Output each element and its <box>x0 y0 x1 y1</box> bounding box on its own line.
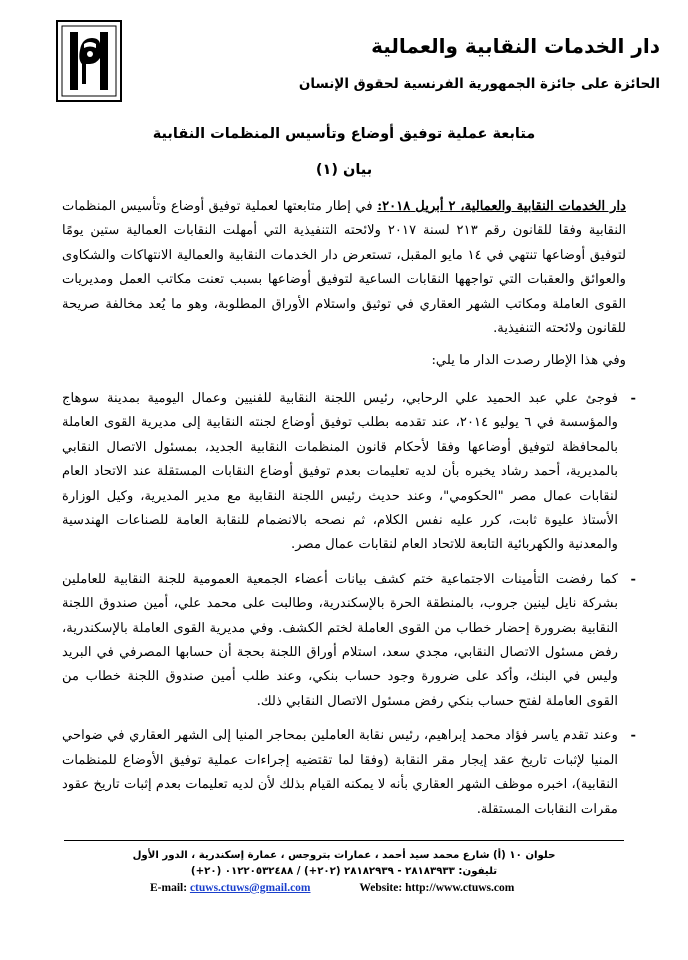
findings-list <box>62 387 636 832</box>
fist-in-square-logo-icon <box>56 20 122 102</box>
bullet-dash: - <box>630 728 636 744</box>
website-link[interactable]: http://www.ctuws.com <box>405 882 515 894</box>
footer-address: حلوان ١٠ (أ) شارع محمد سيد أحمد ، عمارات بتروجس ، عمارة إسكندرية ، الدور الأول <box>132 850 556 861</box>
list-item-text: كما رفضت التأمينات الاجتماعية ختم كشف بيانات أعضاء الجمعية العمومية للجنة النقابية للعاملين بشركة نايل لينين جروب، بالمنطقة الحرة بالإسكندرية، وطالبت على محمد علي، أمين صندوق اللجنة النقابية بضرورة إحضار خطاب من القوى العاملة لختم الكشف. وفي مديرية القوى العاملة بالإسكندرية، رفض مسئول الاتصال النقابي، مجدي سعد، استلام أوراق اللجنة بحجة أن حسابها المصرفي في البريد وليس في البنك، وأكد على ضرورة وجود حساب بنكي، وعند طلب أمين صندوق اللجنة خطاب من القوى العاملة لفتح حساب بنكي رفض مسئول الاتصال النقابي ذلك. <box>62 571 618 709</box>
list-item <box>62 568 636 714</box>
footer-phone: تليفون: ٢٨١٨٣٩٣٣ - ٢٨١٨٢٩٣٩ (٢٠٢+) / ٠١٢٢٠٥٣٢٤٨٨ (٢٠+) <box>190 866 498 877</box>
website-label: Website: <box>359 882 403 894</box>
list-item <box>62 724 636 822</box>
list-item-text: فوجئ علي عبد الحميد علي الرحابي، رئيس اللجنة النقابية للفنيين وعمال اليومية بمدينة سوهاج والمؤسسة في ٦ يوليو ٢٠١٤، عند تقدمه بطلب توفيق أوضاع لجنته النقابية إلى مديرية القوى العاملة بالمحافظة لتوفيق أوضاعها وفقا لأحكام قانون المنظمات النقابية الجديد، بمسئول الاتصال النقابي بالمديرية، أحمد رشاد يخبره بأن لديه تعليمات بعدم توفيق أوضاع النقابات المستقلة عند الاتحاد العام لنقابات عمال مصر "الحكومي"، وعند حديث رئيس اللجنة النقابية مع مدير المديرية، وكيل الوزارة الأستاذ عليوة ثابت، كرر عليه نفس الكلام، ثم نصحه بالانضمام للنقابة العامة للصناعات الهندسية والمعدنية والكهربائية التابعة للاتحاد العام لنقابات عمال مصر. <box>62 391 618 553</box>
intro-paragraph <box>62 195 626 341</box>
email-link[interactable]: ctuws.ctuws@gmail.com <box>189 882 311 894</box>
document-title: متابعة عملية توفيق أوضاع وتأسيس المنظمات النقابية <box>152 126 536 142</box>
footer-contact <box>150 882 514 894</box>
bullet-dash: - <box>630 571 636 587</box>
statement-number: بيان (١) <box>315 162 373 178</box>
organization-award: الحائزة على جائزة الجمهورية الفرنسية لحقوق الإنسان <box>298 76 660 92</box>
organization-name: دار الخدمات النقابية والعمالية <box>371 34 660 58</box>
email-label: E-mail: <box>150 882 188 894</box>
footer-divider <box>64 840 624 841</box>
bullet-dash: - <box>630 391 636 406</box>
intro-dateline: دار الخدمات النقابية والعمالية، ٢ أبريل ٢٠١٨: <box>377 199 626 214</box>
list-item <box>62 387 636 558</box>
findings-lead: وفي هذا الإطار رصدت الدار ما يلي: <box>431 353 626 368</box>
intro-body: في إطار متابعتها لعملية توفيق أوضاع وتأسيس المنظمات النقابية وفقا للقانون رقم ٢١٣ لسنة ٢٠١٧ ولائحته التنفيذية التي أمهلت النقابات العمالية ستين يومًا لتوفيق أوضاعها تنتهي في ١٤ مايو المقبل، تستعرض دار الخدمات النقابية والعمالية الانتهاكات والشكاوى والعوائق والعقبات التي تواجهها النقابات الساعية لتوفيق أوضاعها بسبب تعنت مكاتب العمل ومديريات القوى العاملة ومكاتب الشهر العقاري في توثيق واستلام الأوراق المطلوبة، وهو ما يُعد مخالفة صريحة للقانون ولائحته التنفيذية. <box>62 199 626 337</box>
list-item-text: وعند تقدم ياسر فؤاد محمد إبراهيم، رئيس نقابة العاملين بمحاجر المنيا إلى الشهر العقاري في ضواحي المنيا لإثبات تاريخ عقد إيجار مقر النقابة (وفقا لما تقتضيه إجراءات عملية توفيق الأوضاع للمنظمات النقابية)، اخبره موظف الشهر العقاري بأنه لا يمكنه القيام بذلك لأن لديه تعليمات بعدم إثبات تاريخ عقود مقرات النقابات المستقلة. <box>62 728 618 817</box>
